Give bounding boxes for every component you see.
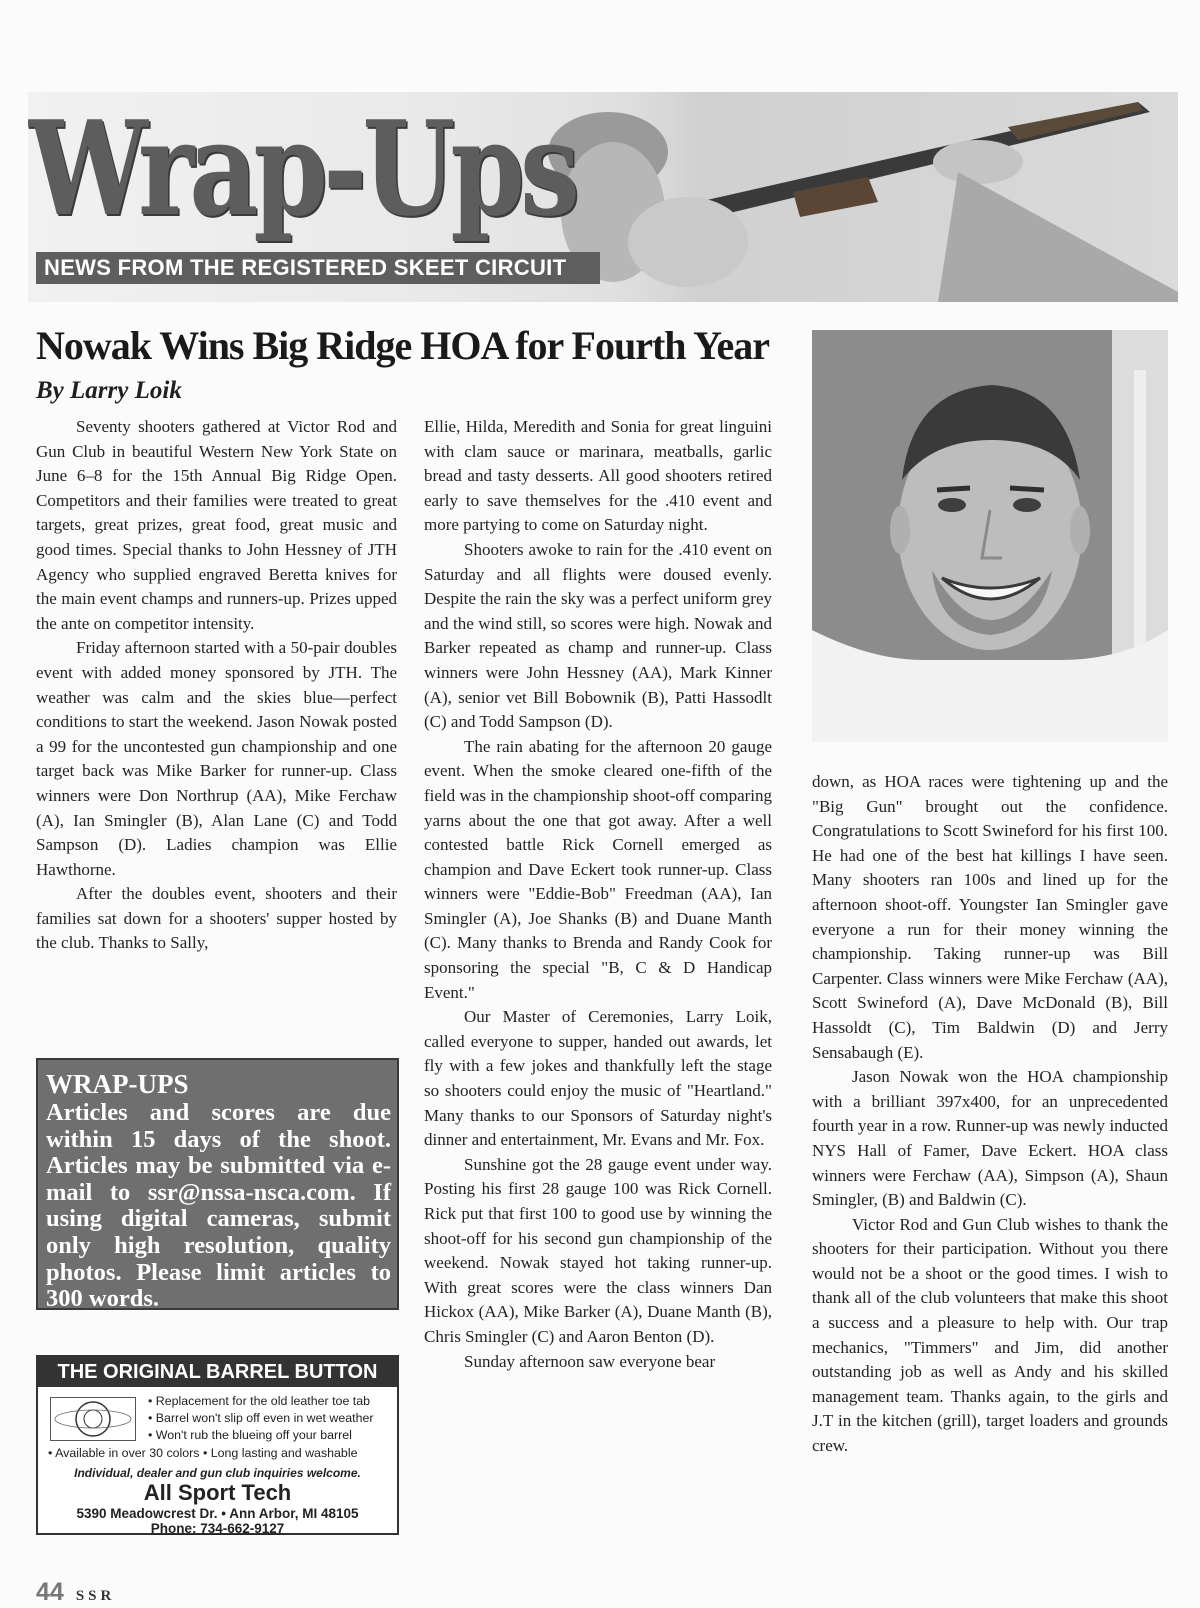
callout-body: Articles and scores are due within 15 days of the shoot. Articles may be submitted via e-mail to ssr@nssa-nsca.com. If using digital cameras, submit only high resolution, quality photos. Please limit articles to 300 words. — [46, 1099, 391, 1313]
shooter-photo — [538, 92, 1178, 302]
barrel-button-logo — [50, 1397, 136, 1441]
ad-header: THE ORIGINAL BARREL BUTTON — [38, 1357, 397, 1387]
winner-portrait-photo — [812, 330, 1168, 742]
article-column-3 — [812, 770, 1168, 1459]
section-subtitle: NEWS FROM THE REGISTERED SKEET CIRCUIT — [36, 252, 600, 284]
article-byline: By Larry Loik — [36, 377, 182, 404]
article-column-2 — [424, 415, 772, 1374]
paragraph: down, as HOA races were tightening up and the "Big Gun" brought out the confidence. Congratulations to Scott Swineford for his first 100. He had one of the best hat killings I have seen. Many shooters ran 100s and lined up for the afternoon shoot-off. Youngster Ian Smingler gave everyone a run for their money winning the championship. Taking runner-up was Bill Carpenter. Class winners were Mike Ferchaw (AA), Scott Swineford (A), Dave McDonald (B), Bill Hassoldt (C), Tim Baldwin (D) and Jerry Sensabaugh (E). — [812, 772, 1168, 1062]
paragraph: Shooters awoke to rain for the .410 event on Saturday and all flights were doused evenly. Despite the rain the sky was a perfect uniform grey and the wind still, so scores were high. Nowak and Barker repeated as champ and runner-up. Class winners were John Hessney (AA), Mark Kinner (A), senior vet Bill Bobownik (B), Patti Hassodlt (C) and Todd Sampson (D). — [424, 539, 772, 732]
publication-name: SSR — [75, 1588, 116, 1604]
paragraph: Ellie, Hilda, Meredith and Sonia for great linguini with clam sauce or marinara, meatballs, garlic bread and tasty desserts. All good shooters retired early to save themselves for the .410 event and more partying to come on Saturday night. — [424, 417, 772, 535]
ad-phone: Phone: 734-662-9127 — [150, 1521, 285, 1536]
paragraph: The rain abating for the afternoon 20 gauge event. When the smoke cleared one-fifth of the field was in the championship shoot-off comparing yarns about the one that got away. After a well contested battle Rick Cornell emerged as champion and Dave Eckert took runner-up. Class winners were "Eddie-Bob" Freedman (AA), Ian Smingler (A), Joe Shanks (B) and Duane Manth (C). Many thanks to Brenda and Randy Cook for sponsoring the special "B, C & D Handicap Event." — [424, 736, 772, 1002]
ad-company: All Sport Tech — [143, 1480, 292, 1505]
paragraph: Friday afternoon started with a 50-pair doubles event with added money sponsored by JTH. The weather was calm and the skies blue—perfect conditions to start the weekend. Jason Nowak posted a 99 for the uncontested gun championship and one target back was Mike Barker for runner-up. Class winners were Don Northrup (AA), Mike Ferchaw (A), Ian Smingler (B), Alan Lane (C) and Todd Sampson (D). Ladies champion was Ellie Hawthorne. — [36, 638, 397, 879]
ad-bullet: • Replacement for the old leather toe tab — [148, 1394, 370, 1408]
paragraph: Seventy shooters gathered at Victor Rod and Gun Club in beautiful Western New York State on June 6–8 for the 15th Annual Big Ridge Open. Competitors and their families were treated to great targets, great prizes, great food, great music and good times. Special thanks to John Hessney of JTH Agency who supplied engraved Beretta knives for the main event champs and runners-up. Prizes upped the ante on competitor intensity. — [36, 417, 397, 633]
paragraph: Our Master of Ceremonies, Larry Loik, called everyone to supper, handed out awards, let fly with a few jokes and thankfully left the stage so shooters could enjoy the music of "Heartland." Many thanks to our Sponsors of Saturday night's dinner and entertainment, Mr. Evans and Mr. Fox. — [424, 1007, 772, 1150]
barrel-button-ad — [36, 1355, 399, 1535]
paragraph: Jason Nowak won the HOA championship with a brilliant 397x400, for an unprecedented fourth year in a row. Runner-up was newly inducted NYS Hall of Famer, Dave Eckert. HOA class winners were Ferchaw (AA), Simpson (A), Shaun Smingler, (B) and Baldwin (C). — [812, 1067, 1168, 1210]
ad-bullet: • Won't rub the blueing off your barrel — [148, 1428, 352, 1442]
section-title: Wrap-Ups — [28, 92, 576, 245]
paragraph: Sunshine got the 28 gauge event under way. Posting his first 28 gauge 100 was Rick Cornell. Rick put that first 100 to good use by winning the shoot-off for his second gun championship of the weekend. Nowak stayed hot taking runner-up. With great scores were the class winners Dan Hickox (AA), Mike Barker (A), Duane Manth (B), Chris Smingler (C) and Aaron Benton (D). — [424, 1154, 772, 1346]
ad-bullet: • Available in over 30 colors • Long lasting and washable — [48, 1446, 358, 1460]
article-column-1 — [36, 415, 397, 956]
wrap-ups-banner — [28, 92, 1178, 302]
paragraph: Victor Rod and Gun Club wishes to thank the shooters for their participation. Without you there would not be a shoot or the good times. I wish to thank all of the club volunteers that make this shoot a success and a pleasure to help with. Our trap mechanics, "Timmers" and Jim, did another outstanding job as well as Andy and his skilled management team. Thanks again, to the girls and J.T in the kitchen (grill), target loaders and grounds crew. — [812, 1214, 1168, 1456]
ad-inquiries: Individual, dealer and gun club inquiries welcome. — [74, 1466, 361, 1480]
ad-bullet: • Barrel won't slip off even in wet weather — [148, 1411, 374, 1425]
wrap-ups-callout — [36, 1058, 399, 1313]
ad-address: 5390 Meadowcrest Dr. • Ann Arbor, MI 48105 — [76, 1506, 359, 1521]
callout-title: WRAP-UPS — [46, 1069, 189, 1099]
paragraph: Sunday afternoon saw everyone bear — [464, 1351, 716, 1371]
page-number: 44 — [36, 1578, 64, 1606]
paragraph: After the doubles event, shooters and their families sat down for a shooters' supper hosted by the club. Thanks to Sally, — [36, 884, 397, 953]
article-headline: Nowak Wins Big Ridge HOA for Fourth Year — [36, 323, 770, 368]
page-folio — [36, 1578, 115, 1607]
